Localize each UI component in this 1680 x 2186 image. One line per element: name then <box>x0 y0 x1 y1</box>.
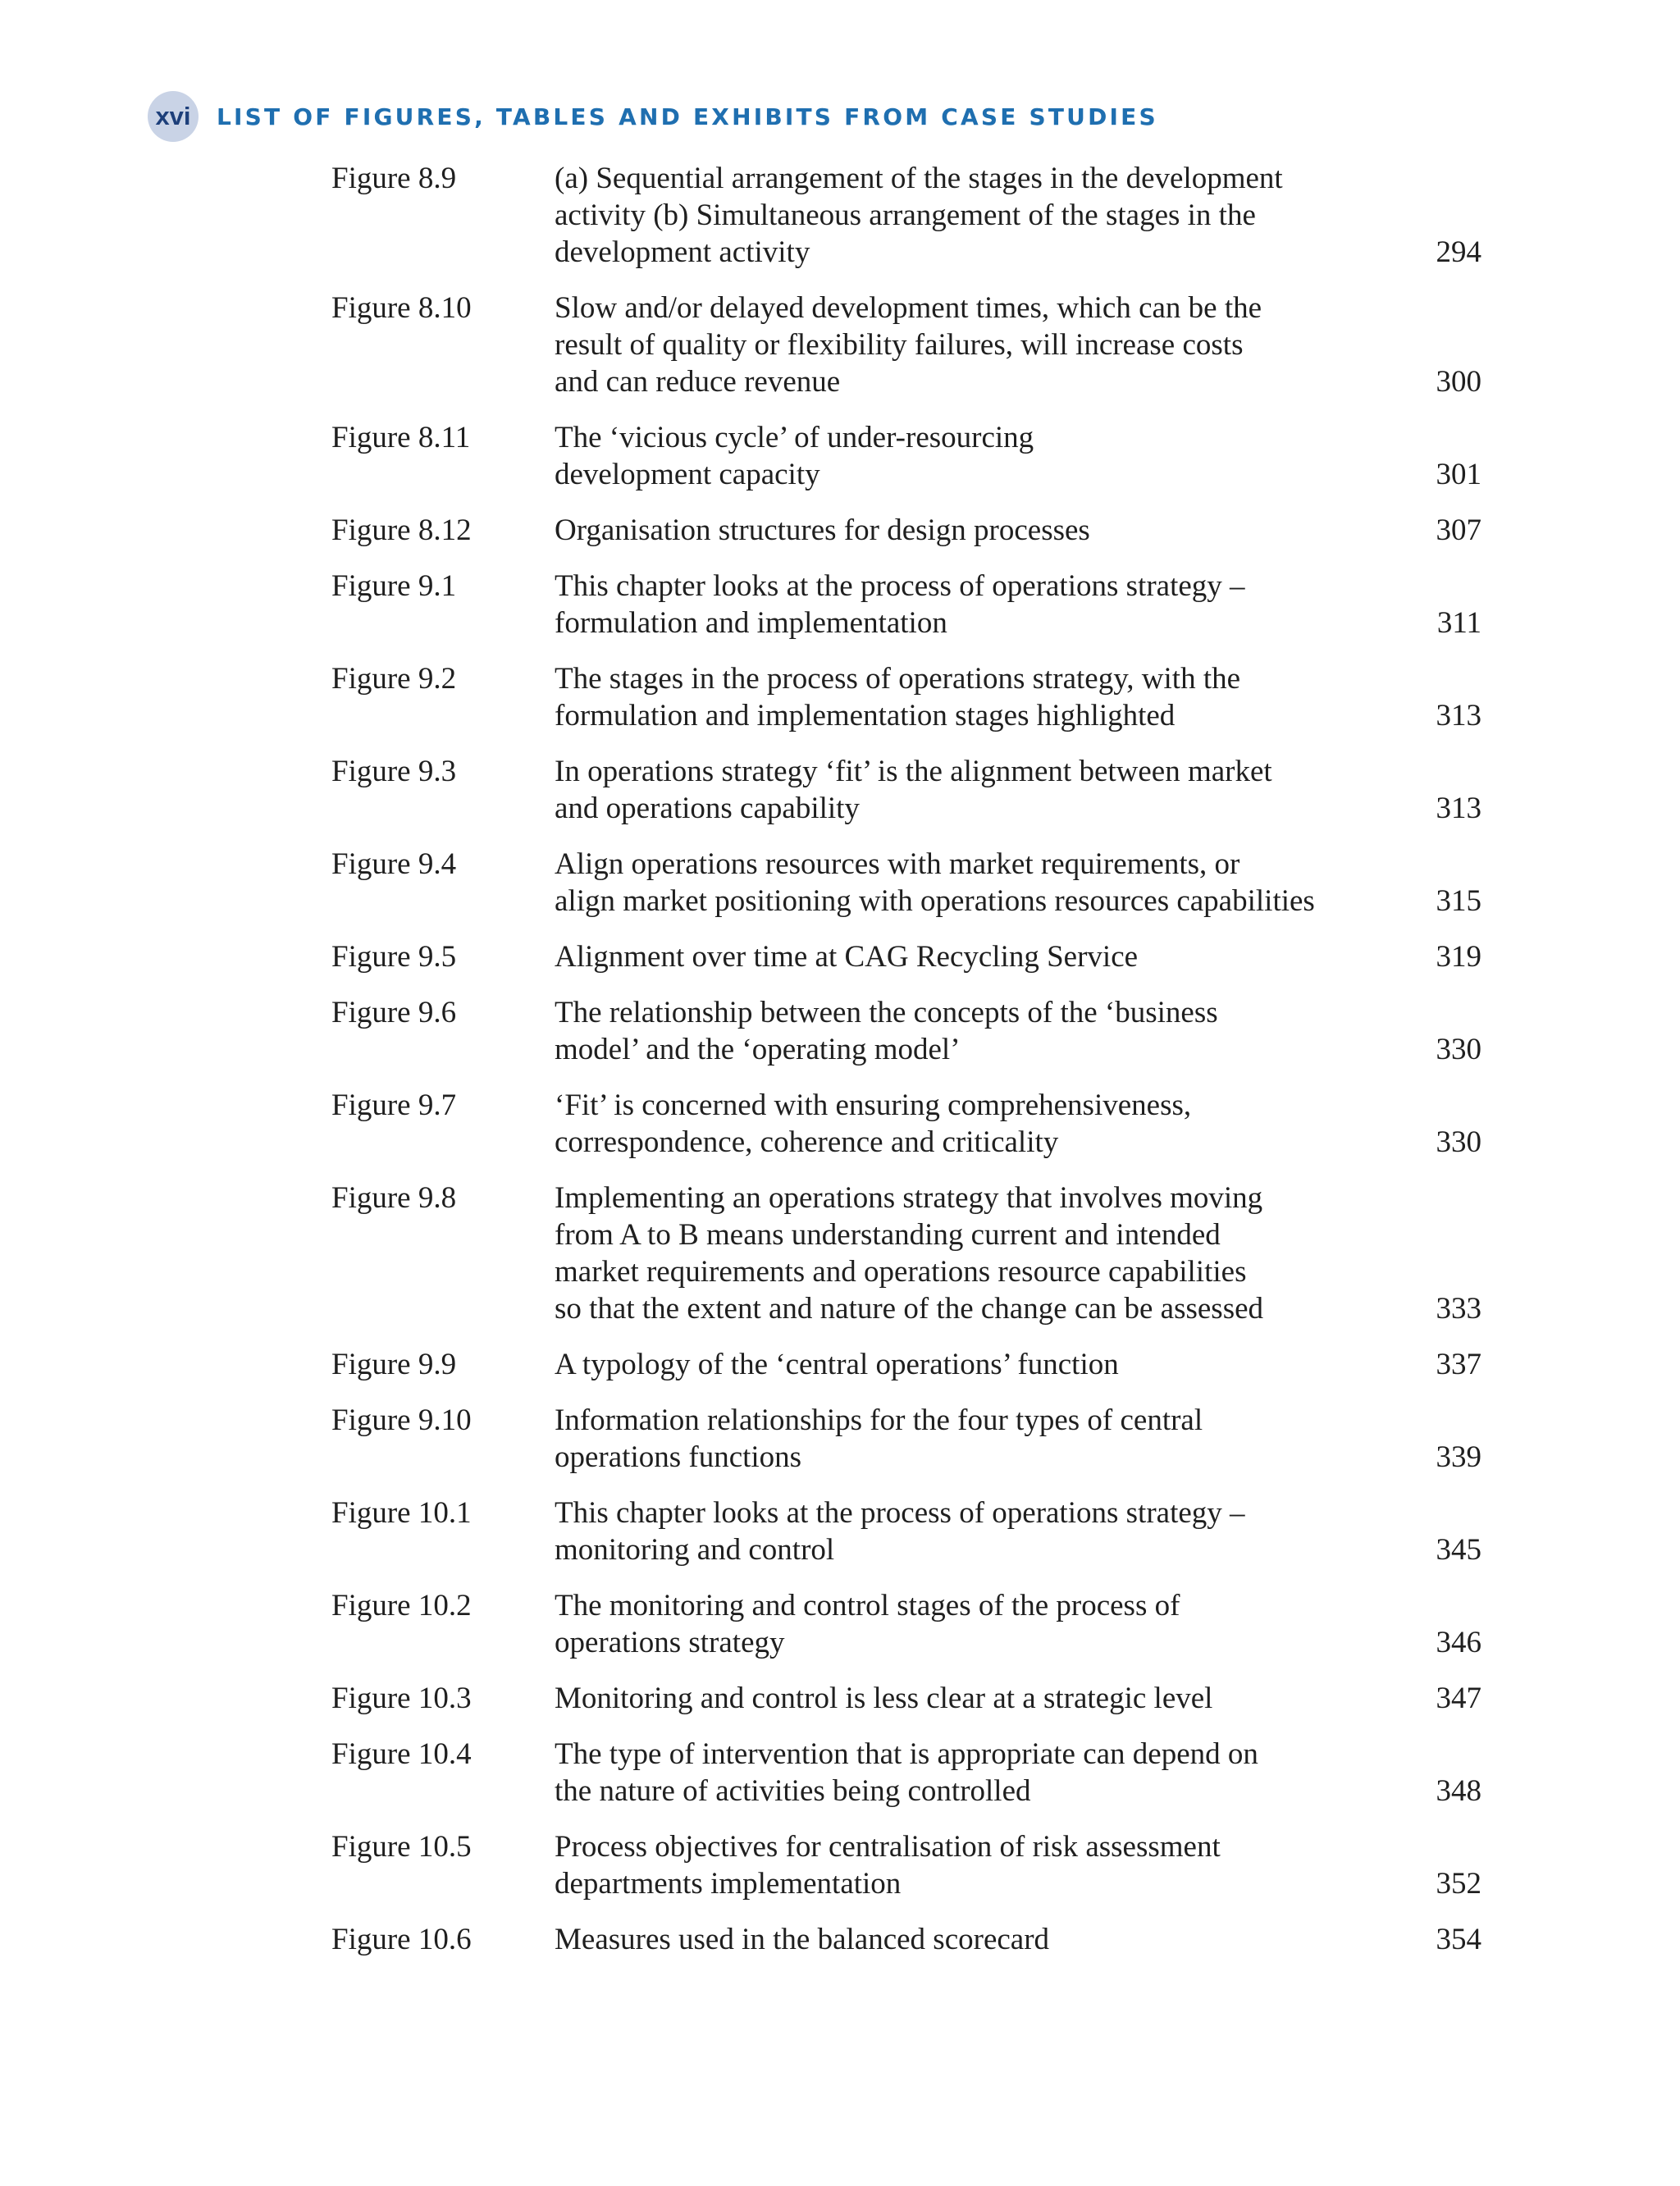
figure-entry <box>331 160 1480 271</box>
figure-description-text <box>555 1736 1375 1809</box>
description-line: The type of intervention that is appropriate can depend on <box>555 1737 1258 1771</box>
description-line: development capacity <box>555 458 820 491</box>
description-line: operations functions <box>555 1440 802 1474</box>
figure-entry <box>331 1180 1480 1327</box>
figure-description-text <box>555 1180 1375 1327</box>
description-line: from A to B means understanding current and intended <box>555 1218 1221 1252</box>
description-line: Information relationships for the four types of central <box>555 1403 1203 1437</box>
description-line: This chapter looks at the process of operations strategy – <box>555 569 1245 603</box>
description-line: Alignment over time at CAG Recycling Service <box>555 940 1139 974</box>
description-line: activity (b) Simultaneous arrangement of the stages in the <box>555 199 1256 232</box>
description-line: and can reduce revenue <box>555 365 841 399</box>
page-reference: 348 <box>1436 1774 1481 1808</box>
figure-description <box>555 1736 1481 1809</box>
figure-entry <box>331 568 1480 641</box>
figure-label: Figure 9.9 <box>331 1348 457 1381</box>
page-reference: 300 <box>1436 365 1481 399</box>
description-line: (a) Sequential arrangement of the stages in the development <box>555 162 1283 195</box>
figure-entry <box>331 1402 1480 1476</box>
description-line: Implementing an operations strategy that involves moving <box>555 1181 1263 1215</box>
figure-entry <box>331 1087 1480 1161</box>
figure-description <box>555 1402 1481 1476</box>
description-line: departments implementation <box>555 1867 902 1901</box>
figure-entry <box>331 938 1480 975</box>
description-line: Align operations resources with market requirements, or <box>555 847 1240 881</box>
figure-description <box>555 1921 1481 1958</box>
figure-description <box>555 846 1481 920</box>
figure-description <box>555 1828 1481 1902</box>
description-line: monitoring and control <box>555 1533 835 1567</box>
figure-label: Figure 9.5 <box>331 940 457 974</box>
figure-label: Figure 9.10 <box>331 1403 472 1437</box>
figure-description-text <box>555 1346 1375 1383</box>
description-line: Organisation structures for design processes <box>555 513 1090 547</box>
figure-entry <box>331 994 1480 1068</box>
figure-label: Figure 8.12 <box>331 513 472 547</box>
figure-description-text <box>555 846 1375 920</box>
description-line: operations strategy <box>555 1626 785 1659</box>
figure-entry <box>331 660 1480 734</box>
description-line: market requirements and operations resource capabilities <box>555 1255 1247 1289</box>
description-line: Slow and/or delayed development times, which can be the <box>555 291 1262 325</box>
page-reference: 315 <box>1436 884 1481 918</box>
description-line: The relationship between the concepts of the ‘business <box>555 996 1218 1029</box>
page-reference: 294 <box>1436 235 1481 269</box>
description-line: Monitoring and control is less clear at a strategic level <box>555 1682 1213 1715</box>
figure-description-text <box>555 419 1375 493</box>
figure-label: Figure 10.2 <box>331 1589 472 1622</box>
description-line: result of quality or flexibility failures, will increase costs <box>555 328 1244 362</box>
description-line: Process objectives for centralisation of risk assessment <box>555 1830 1221 1864</box>
figure-description-text <box>555 290 1375 400</box>
figure-label: Figure 9.4 <box>331 847 457 881</box>
list-of-figures <box>331 160 1480 1977</box>
description-line: model’ and the ‘operating model’ <box>555 1033 961 1066</box>
page-reference: 352 <box>1436 1867 1481 1901</box>
description-line: the nature of activities being controlled <box>555 1774 1031 1808</box>
figure-entry <box>331 846 1480 920</box>
description-line: The stages in the process of operations strategy, with the <box>555 662 1241 696</box>
figure-entry <box>331 1680 1480 1717</box>
page-reference: 307 <box>1436 513 1481 547</box>
figure-entry <box>331 1828 1480 1902</box>
figure-entry <box>331 419 1480 493</box>
page-reference: 347 <box>1436 1682 1481 1715</box>
page-reference: 345 <box>1436 1533 1481 1567</box>
section-title: LIST OF FIGURES, TABLES AND EXHIBITS FROM CASE STUDIES <box>217 103 1158 130</box>
description-line: align market positioning with operations resources capabilities <box>555 884 1315 918</box>
figure-description <box>555 1587 1481 1661</box>
description-line: ‘Fit’ is concerned with ensuring comprehensiveness, <box>555 1088 1192 1122</box>
description-line: This chapter looks at the process of operations strategy – <box>555 1496 1245 1530</box>
figure-description <box>555 568 1481 641</box>
figure-description <box>555 1495 1481 1568</box>
figure-description-text <box>555 660 1375 734</box>
figure-label: Figure 9.1 <box>331 569 457 603</box>
description-line: and operations capability <box>555 792 860 825</box>
figure-description <box>555 753 1481 827</box>
figure-entry <box>331 1921 1480 1958</box>
figure-description-text <box>555 1680 1375 1717</box>
figure-description-text <box>555 160 1375 271</box>
page-reference: 311 <box>1436 606 1481 640</box>
figure-description-text <box>555 1587 1375 1661</box>
description-line: The monitoring and control stages of the process of <box>555 1589 1180 1622</box>
figure-entry <box>331 512 1480 549</box>
figure-entry <box>331 1346 1480 1383</box>
page-reference: 339 <box>1436 1440 1481 1474</box>
figure-description <box>555 994 1481 1068</box>
figure-description <box>555 290 1481 400</box>
figure-description-text <box>555 1495 1375 1568</box>
figure-entry <box>331 1736 1480 1809</box>
figure-entry <box>331 1495 1480 1568</box>
figure-description <box>555 660 1481 734</box>
figure-label: Figure 8.10 <box>331 291 472 325</box>
description-line: The ‘vicious cycle’ of under-resourcing <box>555 421 1034 454</box>
page-reference: 313 <box>1436 699 1481 732</box>
figure-description-text <box>555 938 1375 975</box>
description-line: correspondence, coherence and criticality <box>555 1125 1059 1159</box>
figure-entry <box>331 1587 1480 1661</box>
page-reference: 337 <box>1436 1348 1481 1381</box>
description-line: Measures used in the balanced scorecard <box>555 1923 1050 1956</box>
figure-label: Figure 10.5 <box>331 1830 472 1864</box>
page-reference: 346 <box>1436 1626 1481 1659</box>
figure-label: Figure 9.6 <box>331 996 457 1029</box>
figure-label: Figure 9.3 <box>331 755 457 788</box>
figure-label: Figure 10.4 <box>331 1737 472 1771</box>
figure-description <box>555 419 1481 493</box>
figure-description <box>555 1180 1481 1327</box>
figure-description <box>555 1680 1481 1717</box>
page-reference: 330 <box>1436 1125 1481 1159</box>
description-line: In operations strategy ‘fit’ is the alignment between market <box>555 755 1272 788</box>
figure-description-text <box>555 1828 1375 1902</box>
description-line: A typology of the ‘central operations’ function <box>555 1348 1119 1381</box>
figure-description-text <box>555 994 1375 1068</box>
page-reference: 313 <box>1436 792 1481 825</box>
figure-description <box>555 1087 1481 1161</box>
page-reference: 301 <box>1436 458 1481 491</box>
figure-label: Figure 9.8 <box>331 1181 457 1215</box>
figure-label: Figure 9.7 <box>331 1088 457 1122</box>
page-reference: 330 <box>1436 1033 1481 1066</box>
figure-label: Figure 10.1 <box>331 1496 472 1530</box>
figure-description <box>555 1346 1481 1383</box>
page-reference: 333 <box>1436 1292 1481 1326</box>
figure-description-text <box>555 1921 1375 1958</box>
figure-description-text <box>555 1402 1375 1476</box>
running-head <box>148 92 1158 141</box>
figure-label: Figure 10.6 <box>331 1923 472 1956</box>
figure-description <box>555 160 1481 271</box>
figure-description-text <box>555 1087 1375 1161</box>
figure-description-text <box>555 568 1375 641</box>
page-number-badge: xvi <box>148 91 199 142</box>
figure-entry <box>331 290 1480 400</box>
figure-entry <box>331 753 1480 827</box>
figure-label: Figure 8.9 <box>331 162 457 195</box>
description-line: so that the extent and nature of the change can be assessed <box>555 1292 1264 1326</box>
description-line: formulation and implementation stages highlighted <box>555 699 1176 732</box>
figure-label: Figure 9.2 <box>331 662 457 696</box>
figure-description-text <box>555 753 1375 827</box>
figure-description <box>555 512 1481 549</box>
figure-description <box>555 938 1481 975</box>
page-reference: 319 <box>1436 940 1481 974</box>
description-line: formulation and implementation <box>555 606 947 640</box>
figure-label: Figure 10.3 <box>331 1682 472 1715</box>
description-line: development activity <box>555 235 810 269</box>
figure-label: Figure 8.11 <box>331 421 471 454</box>
figure-description-text <box>555 512 1375 549</box>
page-reference: 354 <box>1436 1923 1481 1956</box>
